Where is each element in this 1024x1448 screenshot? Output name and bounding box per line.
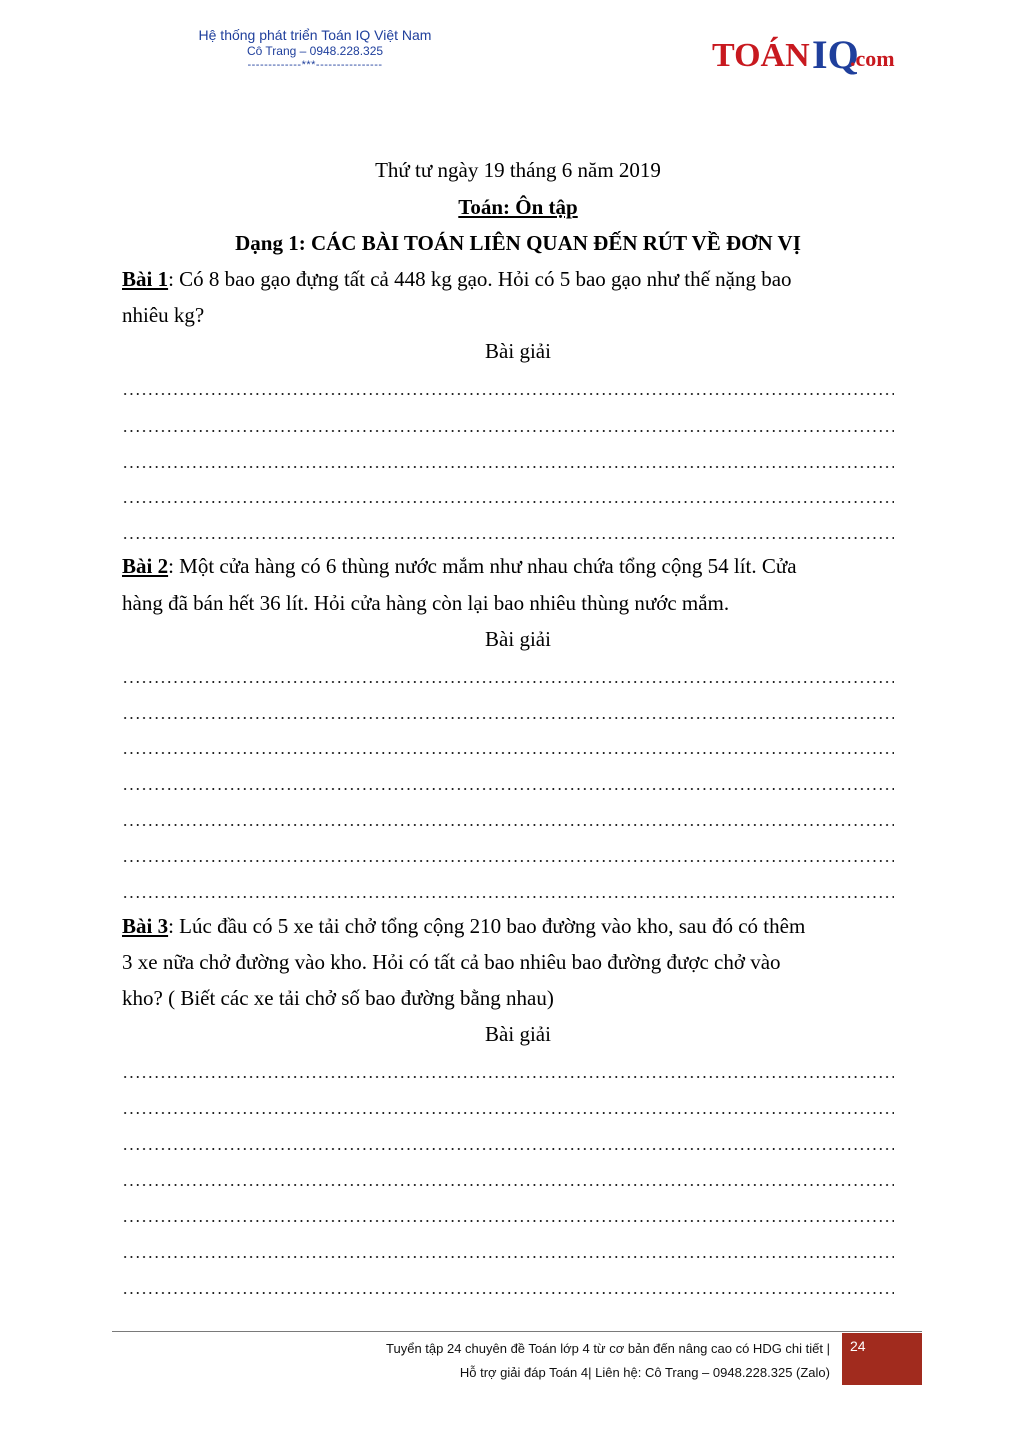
problem-2-text-2: hàng đã bán hết 36 lít. Hỏi cửa hàng còn lại bao nhiêu thùng nước mắm. [122,591,730,615]
answer-line [122,1256,894,1258]
answer-line [122,860,894,862]
header-org: Hệ thống phát triển Toán IQ Việt Nam [198,27,432,43]
problem-3-text-3: kho? ( Biết các xe tải chở số bao đường bằng nhau) [122,986,554,1010]
problem-3-line-1 [122,914,914,939]
problem-3-text-2: 3 xe nữa chở đường vào kho. Hỏi có tất cả bao nhiêu bao đường được chở vào [122,950,781,974]
logo-domain-text: .com [850,46,895,71]
problem-2-label: Bài 2 [122,554,169,578]
footer-line-1: Tuyển tập 24 chuyên đề Toán lớp 4 từ cơ bản đến nâng cao có HDG chi tiết | [386,1341,830,1356]
doc-date: Thứ tư ngày 19 tháng 6 năm 2019 [375,158,661,182]
problem-1-line-1 [122,267,914,292]
answer-line [122,1220,894,1222]
problem-3-solution-label: Bài giải [485,1022,551,1046]
answer-line [122,824,894,826]
problem-2-text-1: : Một cửa hàng có 6 thùng nước mắm như nhau chứa tổng cộng 54 lít. Cửa [168,554,797,578]
page-number-box [842,1333,922,1385]
answer-line [122,501,894,503]
logo-main-text: TOÁN [712,37,810,74]
footer-divider [112,1331,922,1332]
answer-line [122,393,894,395]
answer-line [122,1292,894,1294]
answer-line [122,1076,894,1078]
doc-subject: Toán: Ôn tập [458,195,578,219]
problem-1-text-1: : Có 8 bao gạo đựng tất cả 448 kg gạo. Hỏi có 5 bao gạo như thế nặng bao [168,267,792,291]
page-header [150,26,480,72]
problem-1-solution-label: Bài giải [485,339,551,363]
problem-1-label: Bài 1 [122,267,169,291]
answer-line [122,717,894,719]
answer-line [122,537,894,539]
answer-line [122,1148,894,1150]
answer-line [122,896,894,898]
problem-2-line-1 [122,554,914,579]
answer-line [122,1184,894,1186]
answer-line [122,752,894,754]
problem-3-label: Bài 3 [122,914,169,938]
page-footer [240,1337,830,1385]
header-contact: Cô Trang – 0948.228.325 [246,44,384,58]
problem-1-text-2: nhiêu kg? [122,303,205,327]
answer-line [122,430,894,432]
logo [712,28,912,84]
answer-line [122,466,894,468]
problem-2-solution-label: Bài giải [485,627,551,651]
problem-3-text-1: : Lúc đầu có 5 xe tải chở tổng cộng 210 bao đường vào kho, sau đó có thêm [168,914,806,938]
footer-line-2: Hỗ trợ giải đáp Toán 4| Liên hệ: Cô Trang – 0948.228.325 (Zalo) [459,1365,830,1380]
answer-line [122,788,894,790]
page-number: 24 [850,1338,866,1354]
logo-iq-text: IQ [812,32,859,77]
answer-line [122,681,894,683]
header-divider: -------------***---------------- [247,59,383,71]
answer-line [122,1112,894,1114]
doc-section: Dạng 1: CÁC BÀI TOÁN LIÊN QUAN ĐẾN RÚT VỀ ĐƠN VỊ [235,231,801,255]
